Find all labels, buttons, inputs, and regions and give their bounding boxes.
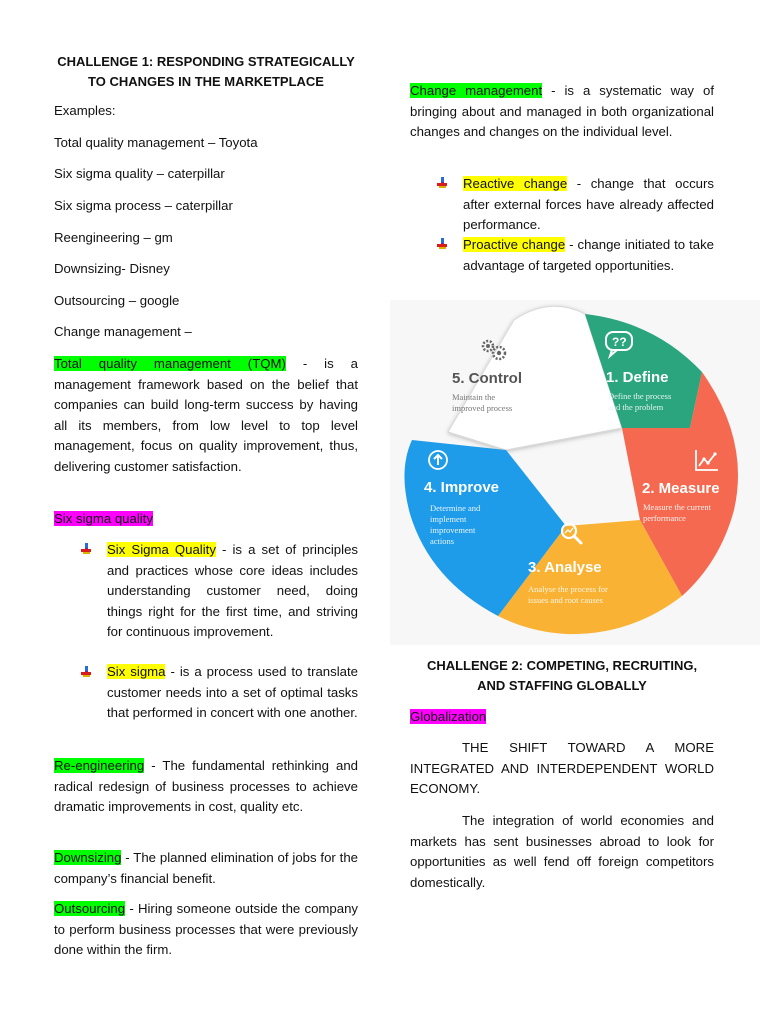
- proactive-change-definition: - change initiated to take advantage of targeted opportunities.: [463, 237, 715, 273]
- reengineering-definition: - The fundamental rethinking and radical redesign of business processes to achieve dramatic improvements in cost, quality etc.: [54, 758, 358, 814]
- ssq-definition: - is a set of principles and practices whose core ideas includes understanding customer need, doing things right for the first time, and striving for continuous improvement.: [107, 542, 358, 639]
- proactive-change-paragraph: [463, 235, 714, 276]
- challenge-1-heading: [54, 52, 358, 92]
- measure-desc-line1: Measure the current: [643, 502, 711, 512]
- improve-desc-line1: Determine and: [430, 503, 481, 513]
- measure-title: 2. Measure: [642, 480, 720, 497]
- globalization-heading: [410, 707, 486, 728]
- challenge-2-heading: [410, 656, 714, 696]
- examples-label: Examples:: [54, 103, 116, 118]
- outsourcing-paragraph: [54, 899, 358, 961]
- outsourcing-term: Outsourcing: [54, 901, 126, 916]
- ssq-paragraph: [107, 540, 358, 643]
- change-management-paragraph: [410, 81, 714, 143]
- control-desc-line1: Maintain the: [452, 392, 496, 402]
- control-desc-line2: improved process: [452, 403, 513, 413]
- example-item: Outsourcing – google: [54, 293, 180, 308]
- proactive-change-term: Proactive change: [463, 237, 566, 252]
- analyse-desc-line1: Analyse the process for: [528, 584, 609, 594]
- challenge-2-title-line1: CHALLENGE 2: COMPETING, RECRUITING,: [426, 658, 698, 673]
- example-item: Six sigma quality – caterpillar: [54, 166, 225, 181]
- measure-desc-line2: performance: [643, 513, 686, 523]
- reactive-change-paragraph: [463, 174, 714, 236]
- example-item: Downsizing- Disney: [54, 261, 170, 276]
- reengineering-paragraph: [54, 756, 358, 818]
- ss-definition: - is a process used to translate customer needs into a set of optimal tasks that performed in concert with one another.: [107, 664, 358, 720]
- example-item: Reengineering – gm: [54, 230, 173, 245]
- ss-paragraph: [107, 662, 358, 724]
- ssq-term: Six Sigma Quality: [107, 542, 216, 557]
- tqm-definition: - is a management framework based on the belief that companies can build long-term success by having all its members, from low level to top level management, focus on quality improvement, thus, delivering customer satisfaction.: [54, 356, 358, 474]
- example-item: Total quality management – Toyota: [54, 135, 258, 150]
- improve-desc-line4: actions: [430, 536, 455, 546]
- analyse-title: 3. Analyse: [528, 559, 602, 576]
- example-item: Change management –: [54, 324, 192, 339]
- tqm-paragraph: [54, 354, 358, 477]
- reactive-change-definition: - change that occurs after external forces have already affected performance.: [463, 176, 714, 232]
- ss-term: Six sigma: [107, 664, 166, 679]
- bullet-icon: [81, 543, 91, 553]
- dmaic-cycle-svg: [390, 300, 760, 645]
- challenge-1-title-line2: TO CHANGES IN THE MARKETPLACE: [88, 74, 324, 89]
- six-sigma-quality-label: Six sigma quality: [54, 511, 153, 526]
- downsizing-paragraph: [54, 848, 358, 889]
- challenge-2-title-line2: AND STAFFING GLOBALLY: [477, 678, 647, 693]
- downsizing-definition: - The planned elimination of jobs for the company’s financial benefit.: [54, 850, 358, 886]
- improve-desc-line2: implement: [430, 514, 467, 524]
- bullet-icon: [437, 238, 447, 248]
- globalization-label: Globalization: [410, 709, 487, 724]
- example-item: Six sigma process – caterpillar: [54, 198, 233, 213]
- define-desc-line2: and the problem: [608, 402, 664, 412]
- reengineering-term: Re-engineering: [54, 758, 145, 773]
- improve-title: 4. Improve: [424, 479, 500, 496]
- bullet-icon: [81, 666, 91, 676]
- tqm-term: Total quality management (TQM): [54, 356, 286, 371]
- globalization-paragraph-1: THE SHIFT TOWARD A MORE INTEGRATED AND INTERDEPENDENT WORLD ECONOMY.: [410, 740, 714, 796]
- globalization-paragraph-2: The integration of world economies and markets has sent businesses abroad to look for opportunities as well fend off foreign competitors domestically.: [410, 813, 714, 890]
- outsourcing-definition: - Hiring someone outside the company to perform business processes that were previously done within the firm.: [54, 901, 358, 957]
- control-title: 5. Control: [452, 370, 522, 387]
- reactive-change-term: Reactive change: [463, 176, 568, 191]
- downsizing-term: Downsizing: [54, 850, 122, 865]
- define-title: 1. Define: [606, 369, 669, 386]
- change-management-term: Change management: [410, 83, 543, 98]
- improve-desc-line3: improvement: [430, 525, 476, 535]
- change-management-definition: - is a systematic way of bringing about and managed in both organizational changes and changes on the individual level.: [410, 83, 714, 139]
- analyse-desc-line2: issues and root causes: [528, 595, 603, 605]
- six-sigma-quality-heading: [54, 509, 153, 530]
- define-desc-line1: Define the process: [608, 391, 672, 401]
- bullet-icon: [437, 177, 447, 187]
- svg-text:??: ??: [612, 335, 627, 349]
- challenge-1-title-line1: CHALLENGE 1: RESPONDING STRATEGICALLY: [57, 54, 355, 69]
- dmaic-diagram: [390, 300, 760, 645]
